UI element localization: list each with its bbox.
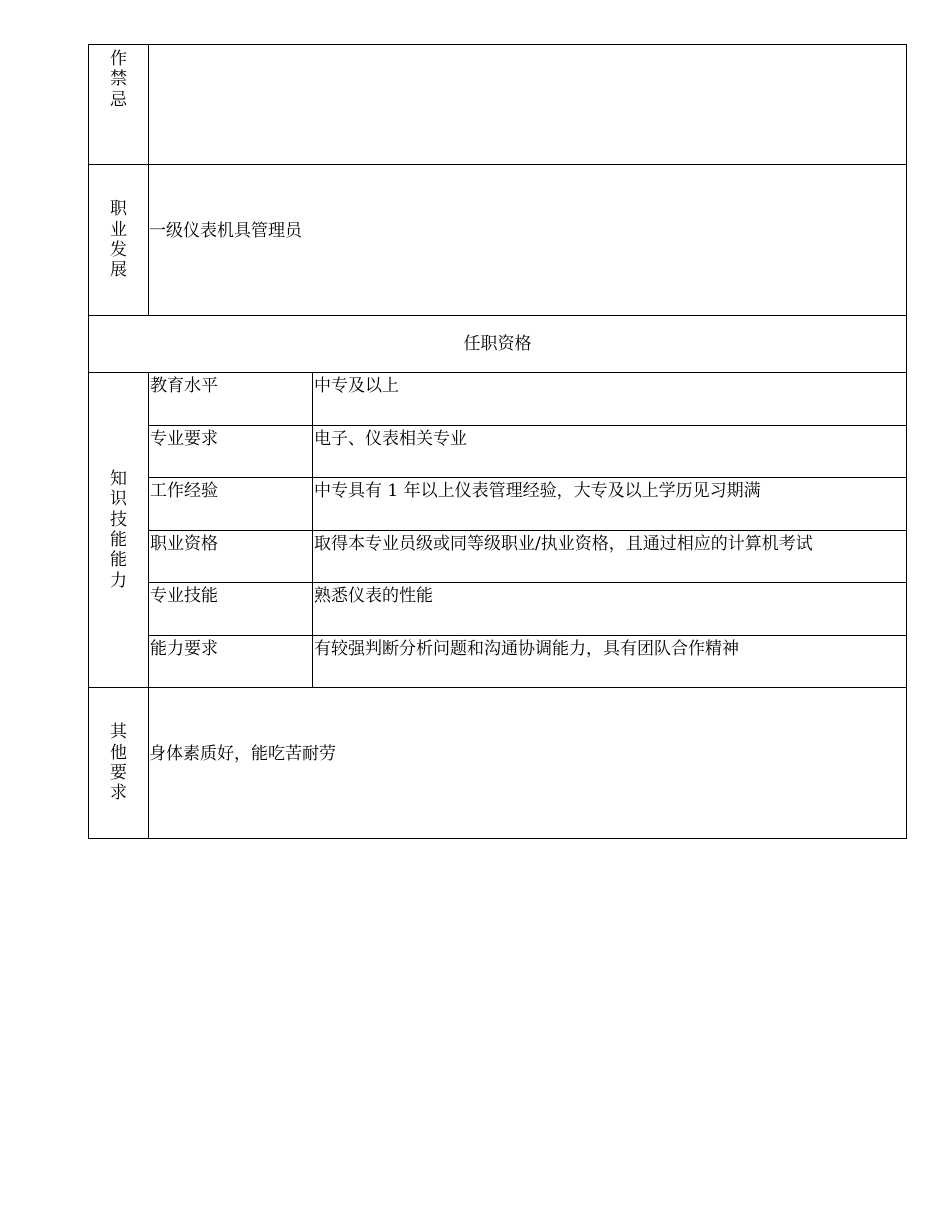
education-key: 教育水平 bbox=[149, 373, 313, 426]
other-label bbox=[89, 688, 149, 839]
experience-value: 中专具有 1 年以上仪表管理经验，大专及以上学历见习期满 bbox=[313, 478, 907, 531]
other-label-char: 要 bbox=[110, 763, 127, 783]
ability-key: 能力要求 bbox=[149, 636, 313, 688]
other-label-char: 其 bbox=[110, 722, 127, 743]
career-label-char: 展 bbox=[110, 260, 127, 281]
career-content-text: 一级仪表机具管理员 bbox=[149, 220, 302, 241]
knowledge-row bbox=[89, 636, 907, 688]
knowledge-label-char: 识 bbox=[110, 489, 127, 510]
taboo-row bbox=[89, 45, 907, 165]
major-value: 电子、仪表相关专业 bbox=[313, 426, 907, 478]
knowledge-label bbox=[89, 373, 149, 688]
major-key: 专业要求 bbox=[149, 426, 313, 478]
career-row bbox=[89, 165, 907, 316]
other-content bbox=[149, 688, 907, 839]
knowledge-label-char: 技 bbox=[110, 509, 127, 530]
other-label-char: 他 bbox=[110, 742, 127, 763]
knowledge-label-char: 能 bbox=[110, 530, 127, 550]
career-label-char: 业 bbox=[110, 219, 127, 240]
other-content-text: 身体素质好，能吃苦耐劳 bbox=[149, 743, 336, 764]
qualification-title-row bbox=[89, 316, 907, 373]
taboo-label-char: 忌 bbox=[110, 89, 127, 110]
career-label-char: 发 bbox=[110, 240, 127, 260]
other-label-char: 求 bbox=[110, 783, 127, 804]
taboo-label bbox=[89, 45, 149, 165]
skill-key: 专业技能 bbox=[149, 583, 313, 636]
job-description-table bbox=[88, 44, 907, 839]
experience-key: 工作经验 bbox=[149, 478, 313, 531]
taboo-label-char: 作 bbox=[110, 49, 127, 69]
career-label-char: 职 bbox=[110, 199, 127, 220]
taboo-content bbox=[149, 45, 907, 165]
career-content bbox=[149, 165, 907, 316]
knowledge-label-char: 知 bbox=[110, 468, 127, 489]
certification-key: 职业资格 bbox=[149, 531, 313, 583]
knowledge-row bbox=[89, 531, 907, 583]
knowledge-label-char: 能 bbox=[110, 550, 127, 571]
knowledge-row bbox=[89, 426, 907, 478]
education-value: 中专及以上 bbox=[313, 373, 907, 426]
certification-value: 取得本专业员级或同等级职业/执业资格，且通过相应的计算机考试 bbox=[313, 531, 907, 583]
knowledge-row bbox=[89, 478, 907, 531]
skill-value: 熟悉仪表的性能 bbox=[313, 583, 907, 636]
other-row bbox=[89, 688, 907, 839]
qualification-title: 任职资格 bbox=[89, 316, 907, 373]
knowledge-row bbox=[89, 583, 907, 636]
career-label bbox=[89, 165, 149, 316]
knowledge-row bbox=[89, 373, 907, 426]
ability-value: 有较强判断分析问题和沟通协调能力，具有团队合作精神 bbox=[313, 636, 907, 688]
knowledge-label-char: 力 bbox=[110, 570, 127, 591]
taboo-label-char: 禁 bbox=[110, 69, 127, 90]
